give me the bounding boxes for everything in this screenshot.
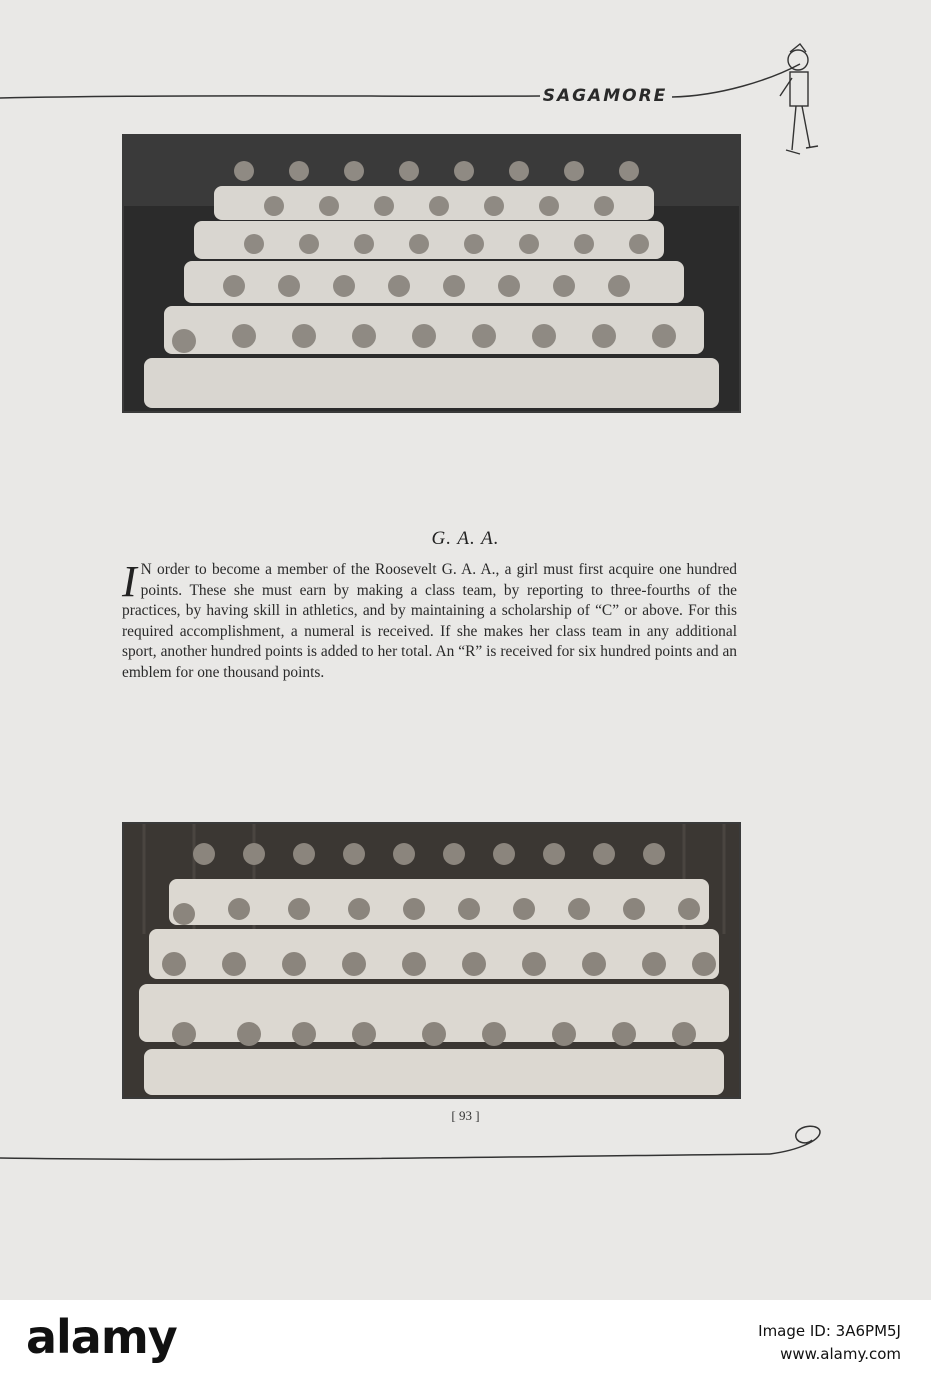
drop-cap: I — [122, 557, 137, 606]
image-id-label: Image ID: 3A6PM5J — [758, 1322, 901, 1340]
alamy-url: www.alamy.com — [780, 1345, 901, 1363]
footer-ornament — [0, 1110, 931, 1180]
section-title: G. A. A. — [431, 528, 500, 549]
paragraph-text: N order to become a member of the Roosevelt G. A. A., a girl must first acquire one hundred points. These she must earn by making a class team, by reporting to three-fourths of the practices, by having skill in athletics, and by maintaining a scholarship of “C” or above. For this required accomplishment, a numeral is received. If she makes her class team in any additional sport, another hundred points is added to her total. An “R” is received for six hundred points and an emblem for one thousand points. — [122, 561, 737, 681]
page-number: [ 93 ] — [451, 1108, 480, 1123]
body-paragraph — [122, 557, 737, 683]
caricature-figure-icon — [780, 44, 818, 154]
alamy-logo: alamy — [26, 1310, 177, 1364]
top-group-photo — [122, 134, 741, 413]
header-title: SAGAMORE — [540, 86, 670, 108]
bottom-group-photo — [122, 822, 741, 1099]
